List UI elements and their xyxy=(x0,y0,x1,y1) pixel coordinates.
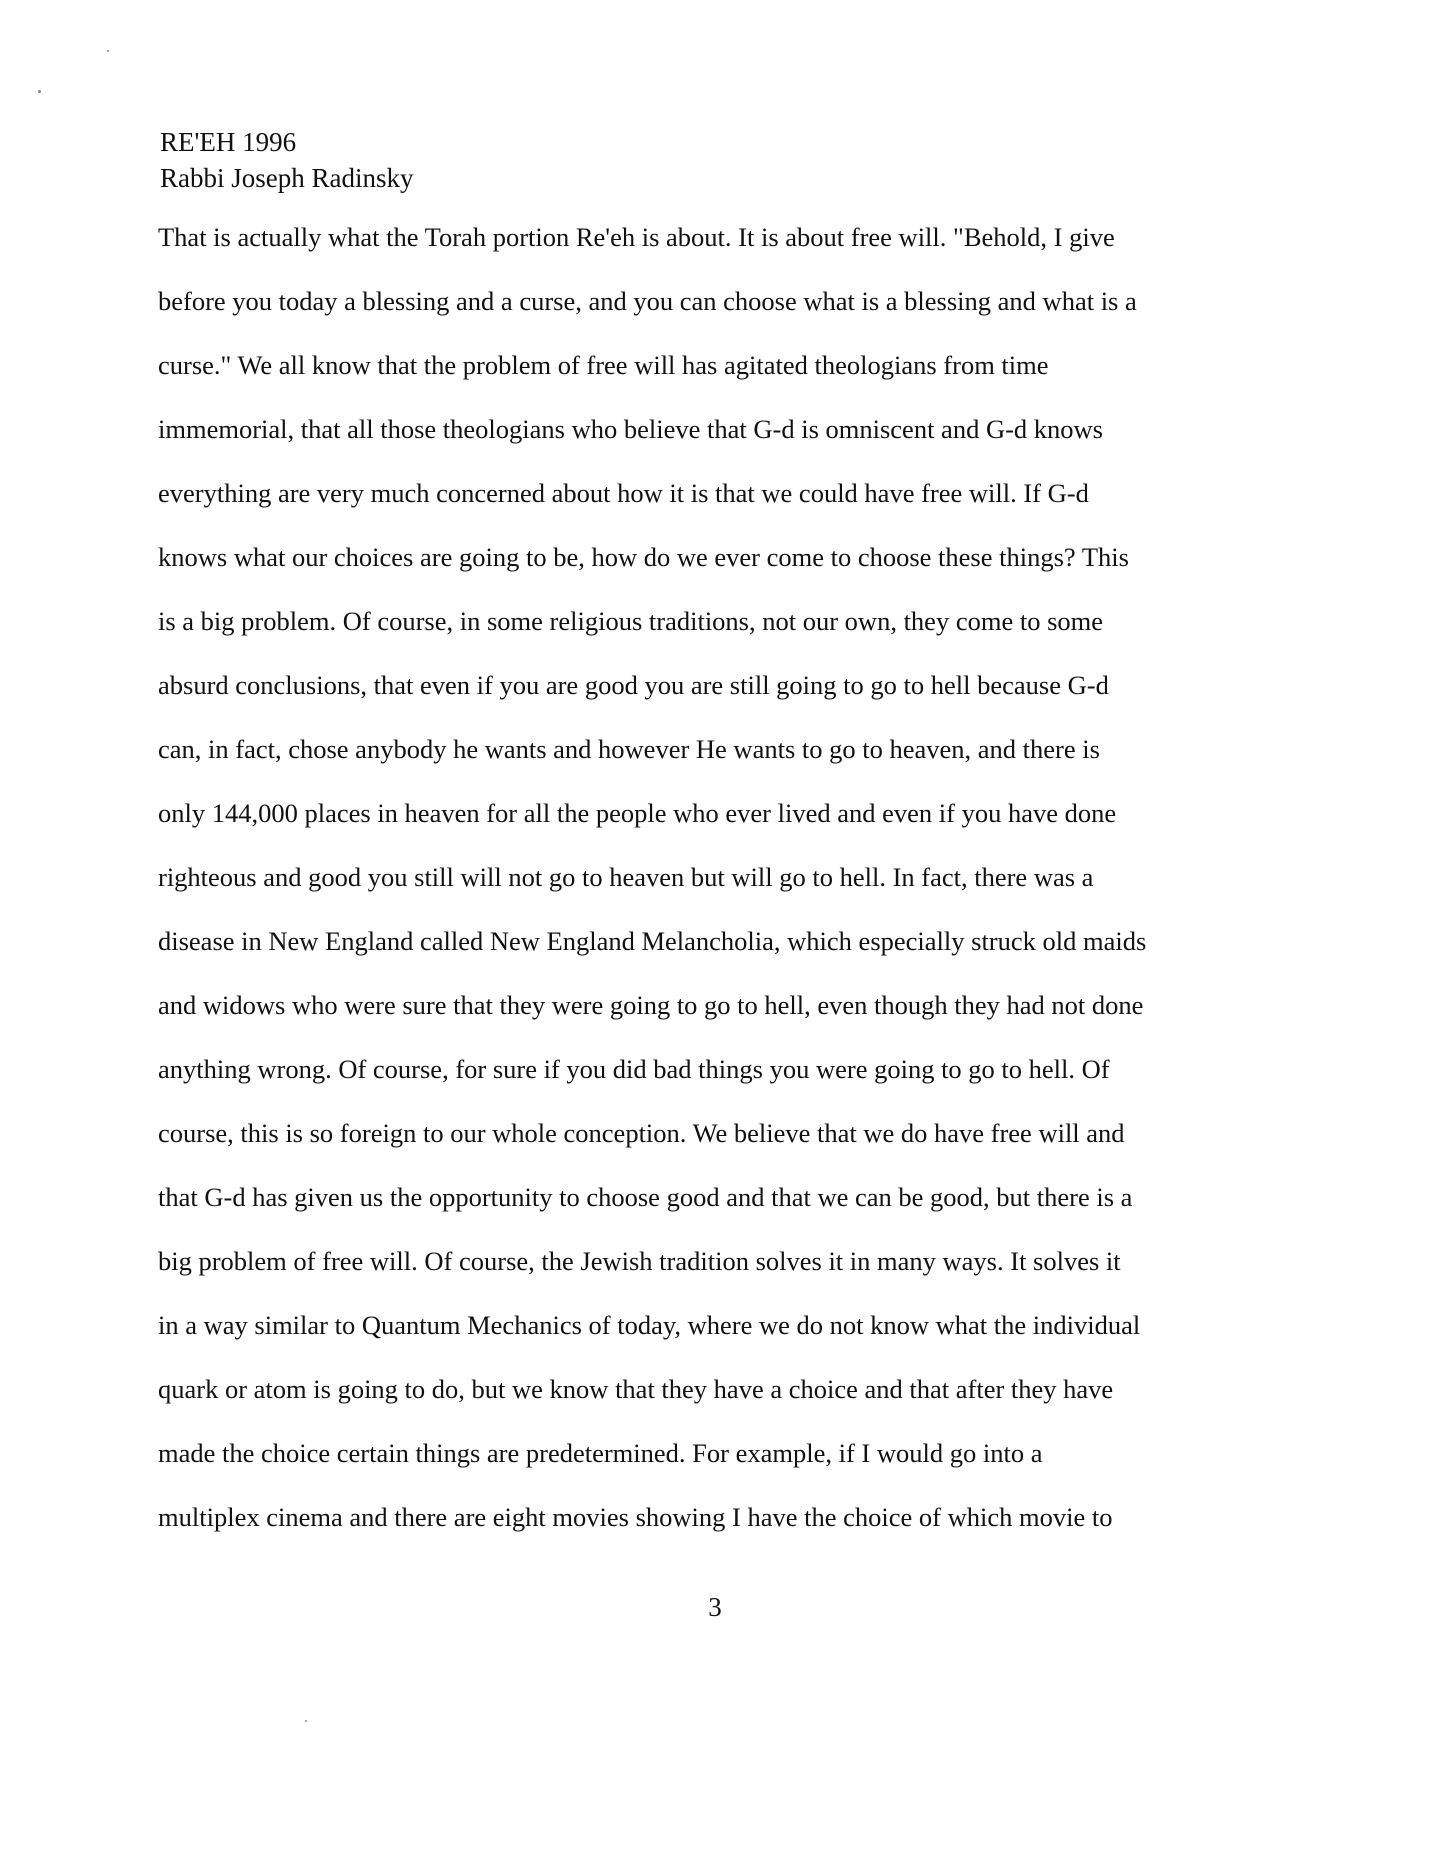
text-line: that G-d has given us the opportunity to choose good and that we can be good, but there is a xyxy=(158,1182,1133,1212)
scan-speck xyxy=(107,50,109,52)
text-line: only 144,000 places in heaven for all the people who ever lived and even if you have done xyxy=(158,798,1117,828)
text-line: multiplex cinema and there are eight movies showing I have the choice of which movie to xyxy=(158,1502,1113,1532)
text-line: That is actually what the Torah portion Re'eh is about. It is about free will. "Behold, I give xyxy=(158,222,1115,252)
text-line: before you today a blessing and a curse, and you can choose what is a blessing and what is a xyxy=(158,286,1137,316)
text-line: everything are very much concerned about how it is that we could have free will. If G-d xyxy=(158,478,1089,508)
text-line: is a big problem. Of course, in some religious traditions, not our own, they come to some xyxy=(158,606,1104,636)
text-line: absurd conclusions, that even if you are good you are still going to go to hell because G-d xyxy=(158,670,1109,700)
page-number: 3 xyxy=(708,1592,722,1622)
text-line: quark or atom is going to do, but we know that they have a choice and that after they have xyxy=(158,1374,1114,1404)
text-line: curse." We all know that the problem of free will has agitated theologians from time xyxy=(158,350,1049,380)
text-line: disease in New England called New England Melancholia, which especially struck old maids xyxy=(158,926,1147,956)
document-author: Rabbi Joseph Radinsky xyxy=(160,163,414,193)
text-line: in a way similar to Quantum Mechanics of today, where we do not know what the individual xyxy=(158,1310,1141,1340)
document-title: RE'EH 1996 xyxy=(160,127,297,157)
text-line: made the choice certain things are predetermined. For example, if I would go into a xyxy=(158,1438,1043,1468)
document-header xyxy=(160,124,414,196)
text-line: can, in fact, chose anybody he wants and however He wants to go to heaven, and there is xyxy=(158,734,1100,764)
text-line: course, this is so foreign to our whole conception. We believe that we do have free will and xyxy=(158,1118,1125,1148)
text-line: anything wrong. Of course, for sure if you did bad things you were going to go to hell. Of xyxy=(158,1054,1110,1084)
text-line: big problem of free will. Of course, the Jewish tradition solves it in many ways. It solves it xyxy=(158,1246,1121,1276)
text-line: and widows who were sure that they were going to go to hell, even though they had not done xyxy=(158,990,1144,1020)
scan-speck xyxy=(38,90,41,93)
scan-speck xyxy=(305,1720,307,1722)
text-line: immemorial, that all those theologians who believe that G-d is omniscent and G-d knows xyxy=(158,414,1103,444)
text-line: righteous and good you still will not go to heaven but will go to hell. In fact, there was a xyxy=(158,862,1094,892)
text-line: knows what our choices are going to be, how do we ever come to choose these things? This xyxy=(158,542,1129,572)
